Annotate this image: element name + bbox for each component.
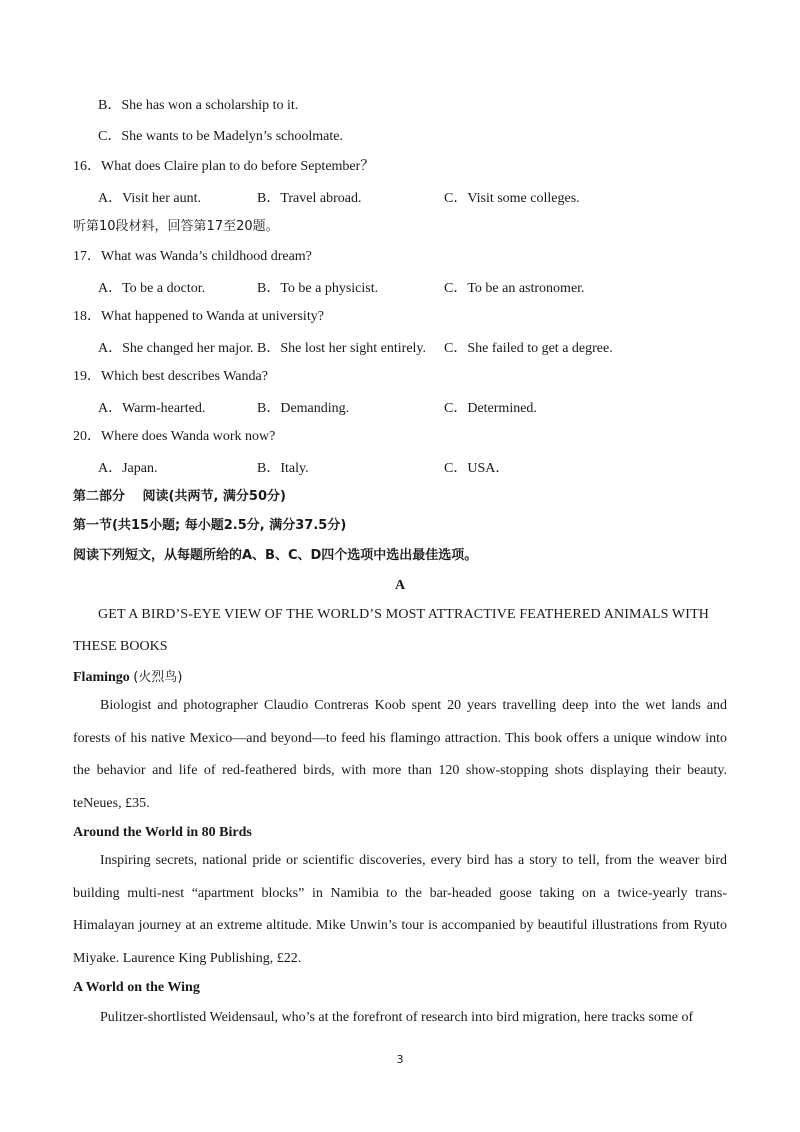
book3-title: A World on the Wing — [73, 980, 200, 995]
q16-option-b: B．Travel abroad. — [257, 191, 362, 206]
q15-option-b: B．She has won a scholarship to it. — [98, 98, 299, 113]
passage-title-line1: GET A BIRD’S-EYE VIEW OF THE WORLD’S MOST ATTRACTIVE FEATHERED ANIMALS WITH — [98, 607, 710, 622]
part2-heading: 第二部分 阅读(共两节, 满分50分) — [73, 489, 286, 504]
q18-option-b: B．She lost her sight entirely. — [257, 341, 427, 356]
q18-stem: 18．What happened to Wanda at university? — [73, 309, 324, 324]
q17-option-b: B．To be a physicist. — [257, 281, 379, 296]
book1-title: Flamingo — [73, 670, 130, 685]
q20-option-b: B．Italy. — [257, 461, 309, 476]
q18-option-c: C．She failed to get a degree. — [444, 341, 613, 356]
passage-label: A — [394, 578, 406, 593]
section10-instruction: 听第10段材料，回答第17至20题。 — [73, 219, 279, 234]
page-number: 3 — [396, 1053, 404, 1066]
reading-instruction: 阅读下列短文，从每题所给的A、B、C、D四个选项中选出最佳选项。 — [73, 548, 478, 563]
book1-description: Biologist and photographer Claudio Contreras Koob spent 20 years travelling deep into the wet lands and forests of his native Mexico—and beyond—to feed his flamingo attraction. This book offers a unique window into the behavior and life of red-feathered birds, with more than 120 show-stopping shots displaying their beauty. teNeues, £35. — [73, 698, 727, 811]
q20-stem: 20．Where does Wanda work now? — [73, 429, 276, 444]
book1-chinese: (火烈鸟) — [133, 670, 183, 685]
q20-option-c: C．USA． — [444, 461, 510, 476]
book2-title: Around the World in 80 Birds — [73, 825, 252, 840]
book3-description: Pulitzer-shortlisted Weidensaul, who’s at the forefront of research into bird migration, here tracks some of — [100, 1010, 694, 1025]
q19-stem: 19．Which best describes Wanda? — [73, 369, 268, 384]
q19-option-a: A．Warm-hearted. — [98, 401, 206, 416]
q18-option-a: A．She changed her major. — [98, 341, 254, 356]
q17-option-a: A．To be a doctor. — [98, 281, 206, 296]
book1-heading — [73, 668, 182, 688]
q20-option-a: A．Japan. — [98, 461, 158, 476]
book2-description: Inspiring secrets, national pride or scientific discoveries, every bird has a story to tell, from the weaver bird building multi-nest “apartment blocks” in Namibia to the bar-headed goose taking on a twice-yearly trans-Himalayan journey at an extreme altitude. Mike Unwin’s tour is accompanied by beautiful illustrations from Ryuto Miyake. Laurence King Publishing, £22. — [73, 853, 727, 966]
q16-option-c: C．Visit some colleges. — [444, 191, 580, 206]
q17-stem: 17．What was Wanda’s childhood dream? — [73, 249, 312, 264]
q16-option-a: A．Visit her aunt. — [98, 191, 201, 206]
section1-heading: 第一节(共15小题; 每小题2.5分, 满分37.5分) — [73, 518, 347, 533]
q16-stem: 16．What does Claire plan to do before September？ — [73, 159, 375, 174]
q17-option-c: C．To be an astronomer. — [444, 281, 585, 296]
q19-option-b: B．Demanding. — [257, 401, 350, 416]
q19-option-c: C．Determined. — [444, 401, 537, 416]
passage-title-line2: THESE BOOKS — [73, 639, 168, 654]
q15-option-c: C．She wants to be Madelyn’s schoolmate. — [98, 129, 343, 144]
